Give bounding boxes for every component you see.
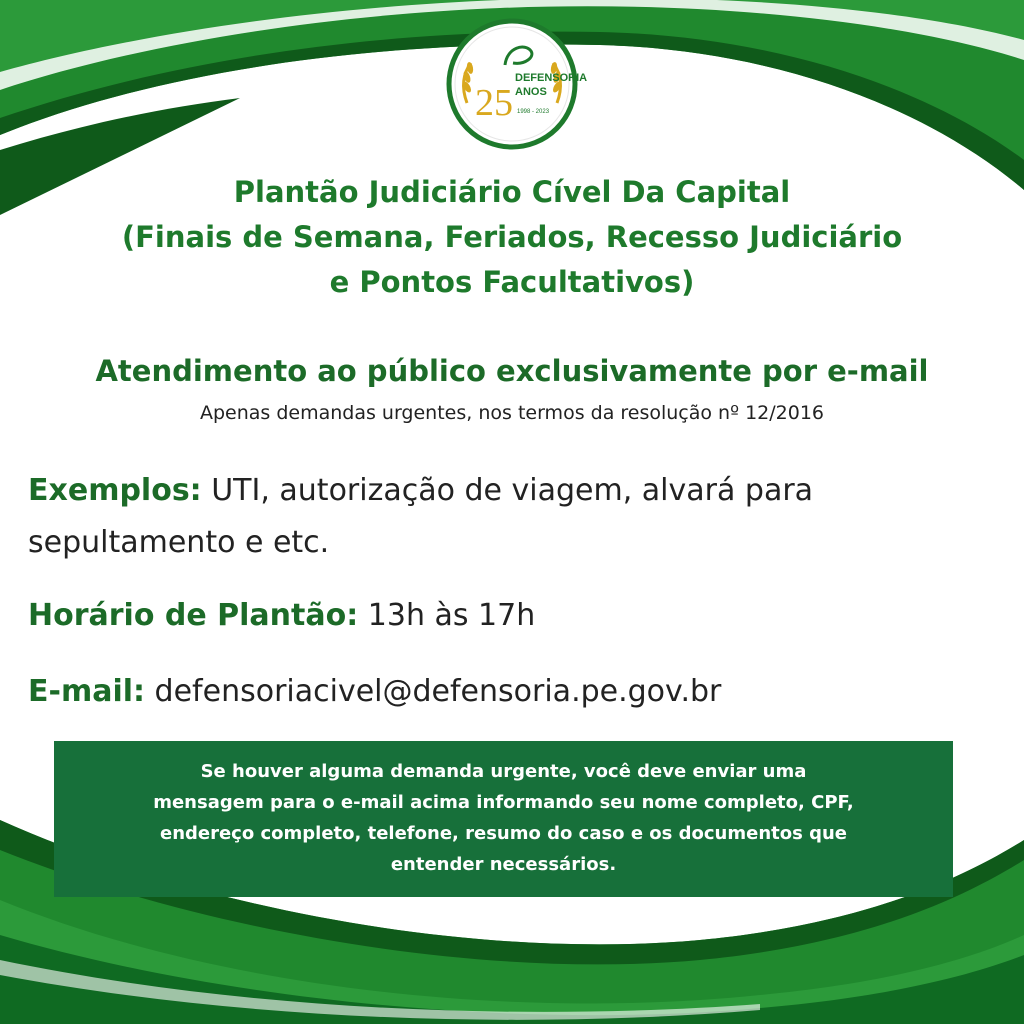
title-line: e Pontos Facultativos) [329, 265, 695, 299]
service-headline: Atendimento ao público exclusivamente por e-mail [95, 354, 929, 388]
email-paragraph [28, 666, 988, 718]
hours-label: Horário de Plantão: [28, 598, 359, 633]
notice-line: Se houver alguma demanda urgente, você deve enviar uma [200, 761, 807, 782]
examples-text: UTI, autorização de viagem, alvará para sepultamento e etc. [28, 473, 814, 560]
notice-line: mensagem para o e-mail acima informando seu nome completo, CPF, [153, 792, 854, 813]
logo-number: 25 [475, 82, 513, 124]
notice-line: entender necessários. [390, 854, 617, 875]
email-address: defensoriacivel@defensoria.pe.gov.br [145, 674, 722, 709]
logo-years: 1998 - 2023 [517, 109, 550, 115]
service-note: Apenas demandas urgentes, nos termos da resolução nº 12/2016 [199, 402, 825, 424]
page-title [0, 170, 1024, 305]
email-label: E-mail: [28, 674, 146, 709]
defensoria-25-anos-logo [445, 17, 588, 151]
examples-paragraph [28, 465, 988, 569]
hours-text: 13h às 17h [358, 598, 536, 633]
hours-paragraph [28, 590, 988, 642]
examples-label: Exemplos: [28, 473, 202, 508]
title-line: Plantão Judiciário Cível Da Capital [233, 175, 791, 209]
notice-line: endereço completo, telefone, resumo do caso e os documentos que [159, 823, 848, 844]
urgent-notice-box [54, 741, 953, 897]
logo-suffix: ANOS [515, 86, 547, 98]
logo-text: DEFENSORIA [515, 72, 588, 84]
title-line: (Finais de Semana, Feriados, Recesso Judiciário [121, 220, 903, 254]
